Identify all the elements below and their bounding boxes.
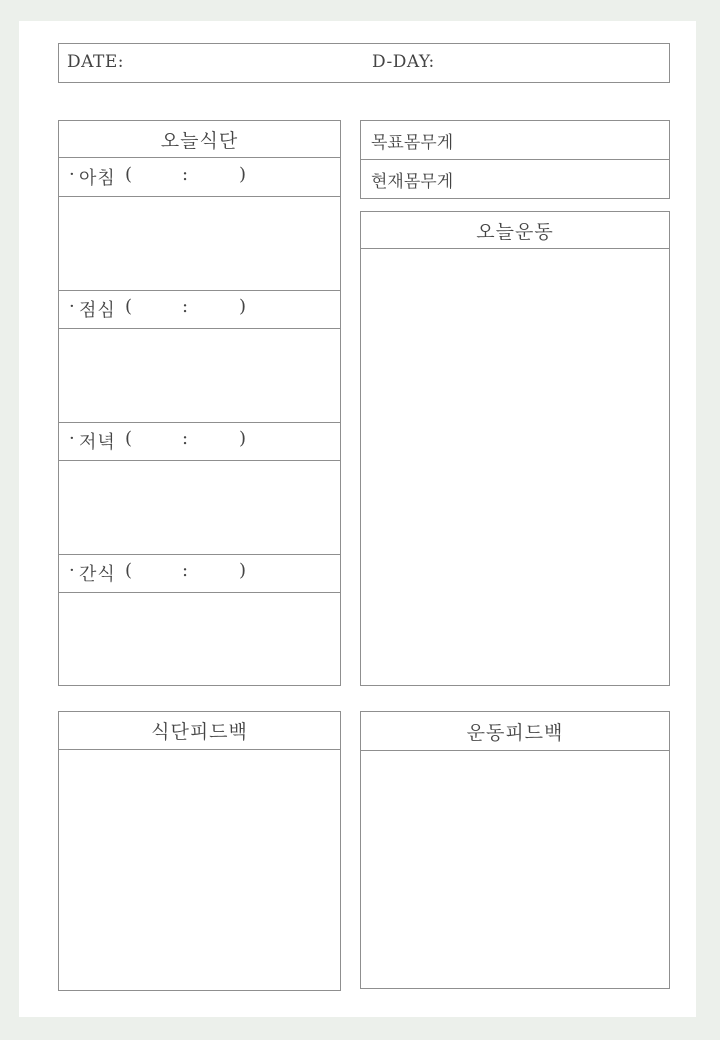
bullet-dot: ·: [69, 164, 75, 185]
diet-feedback-panel[interactable]: [58, 711, 341, 991]
bullet-dot: ·: [69, 428, 75, 449]
bullet-dot: ·: [69, 296, 75, 317]
diet-title-text: 오늘식단: [160, 129, 239, 152]
time-open-paren: (: [125, 164, 133, 185]
time-colon: :: [182, 560, 189, 581]
time-open-paren: (: [125, 560, 133, 581]
dday-label: D-DAY:: [372, 52, 435, 72]
diet-feedback-title-text: 식단피드백: [151, 721, 248, 743]
weight-panel: [360, 120, 670, 199]
time-close-paren: ): [239, 428, 247, 449]
meal-lunch-label: [59, 290, 340, 329]
bullet-dot: ·: [69, 560, 75, 581]
time-colon: :: [182, 164, 189, 185]
meal-snack-label: [59, 554, 340, 593]
exercise-feedback-title-text: 운동피드백: [466, 721, 564, 744]
planner-sheet: [19, 21, 696, 1017]
current-weight-row[interactable]: [361, 160, 669, 198]
diet-title: [59, 121, 340, 158]
time-close-paren: ): [239, 296, 247, 317]
date-header-box[interactable]: [58, 43, 670, 83]
meal-name: 저녁: [79, 432, 116, 453]
current-weight-label: 현재몸무게: [371, 171, 454, 192]
meal-name: 점심: [79, 300, 116, 321]
time-close-paren: ): [239, 164, 247, 185]
date-label: DATE:: [67, 52, 124, 72]
meal-breakfast-label: [59, 158, 340, 197]
exercise-title: [361, 212, 669, 249]
meal-name: 아침: [79, 168, 116, 189]
exercise-title-text: 오늘운동: [476, 220, 554, 243]
target-weight-row[interactable]: [361, 121, 669, 160]
meal-dinner-label: [59, 422, 340, 461]
target-weight-label: 목표몸무게: [371, 132, 454, 153]
exercise-feedback-panel[interactable]: [360, 711, 670, 989]
time-colon: :: [182, 296, 189, 317]
time-open-paren: (: [125, 428, 133, 449]
time-colon: :: [182, 428, 189, 449]
diet-feedback-title: [59, 712, 340, 750]
diet-panel: [58, 120, 341, 686]
time-close-paren: ): [239, 560, 247, 581]
time-open-paren: (: [125, 296, 133, 317]
exercise-feedback-title: [361, 712, 669, 751]
meal-name: 간식: [79, 564, 116, 585]
exercise-panel[interactable]: [360, 211, 670, 686]
